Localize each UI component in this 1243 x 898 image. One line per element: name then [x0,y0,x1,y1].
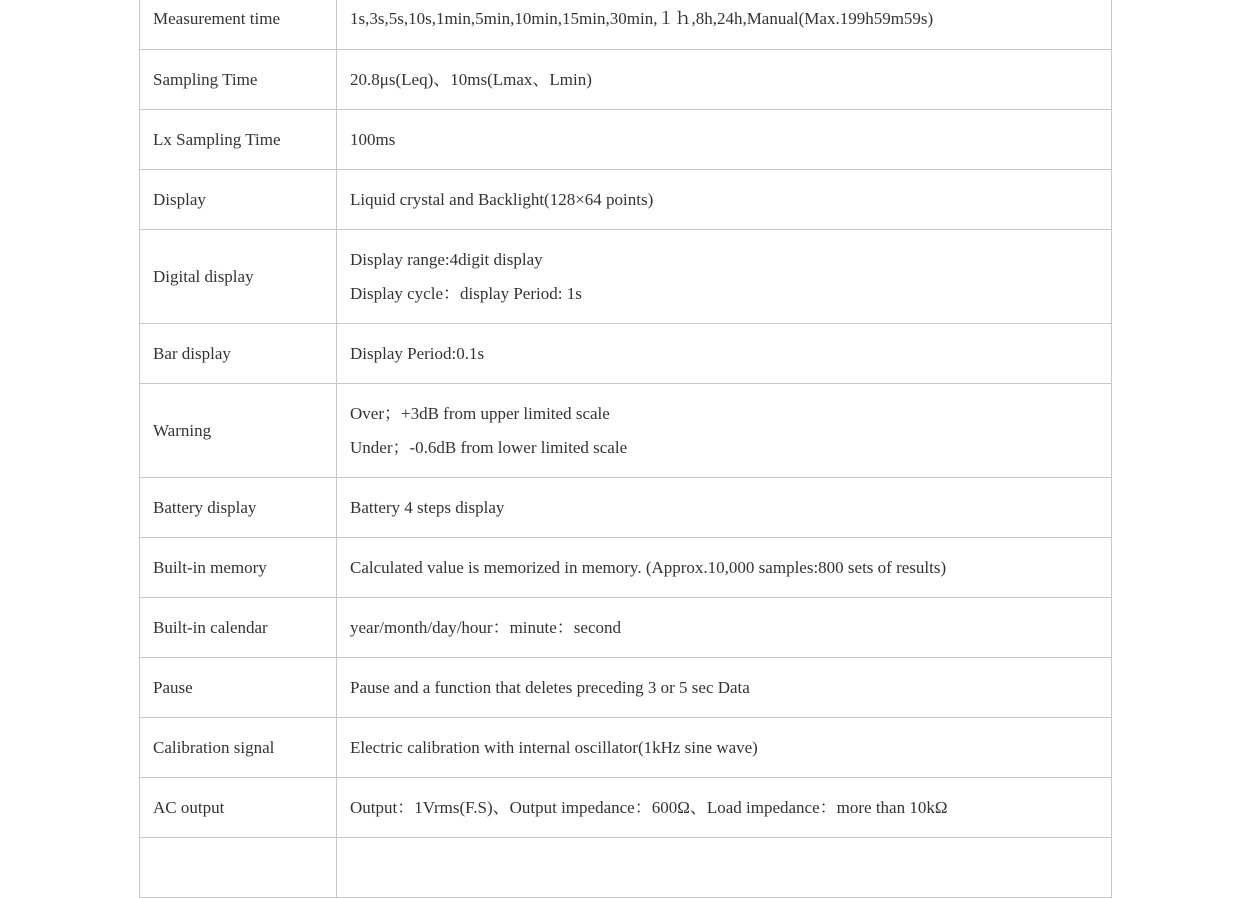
spec-value [337,658,1112,718]
spec-value-line: Display range:4digit display [350,249,543,269]
spec-row [140,324,1112,384]
spec-label: Measurement time [140,0,337,50]
spec-value [337,0,1112,50]
spec-value [337,598,1112,658]
spec-row [140,658,1112,718]
spec-row [140,384,1112,478]
spec-value-line: Display Period:0.1s [350,343,485,363]
spec-value [337,110,1112,170]
spec-value-line: Over；+3dB from upper limited scale [350,403,610,423]
spec-value [337,778,1112,838]
spec-value-line: Output：1Vrms(F.S)、Output impedance：600Ω、Load impedance：more than 10kΩ [350,797,948,817]
spec-table-body [140,0,1112,898]
spec-row [140,170,1112,230]
spec-value-line: Battery 4 steps display [350,497,505,517]
spec-label: Lx Sampling Time [140,110,337,170]
spec-value-line: Pause and a function that deletes preceding 3 or 5 sec Data [350,677,750,697]
spec-row [140,718,1112,778]
spec-row [140,230,1112,324]
spec-label: Calibration signal [140,718,337,778]
spec-label: Display [140,170,337,230]
spec-label: Built-in memory [140,538,337,598]
spec-sheet [139,0,1112,898]
spec-value-line: Calculated value is memorized in memory. (Approx.10,000 samples:800 sets of results) [350,557,947,577]
spec-value [337,50,1112,110]
spec-row [140,598,1112,658]
spec-label: Digital display [140,230,337,324]
spec-label: Sampling Time [140,50,337,110]
spec-label: Bar display [140,324,337,384]
spec-value-line: Under；-0.6dB from lower limited scale [350,437,628,457]
spec-label: Battery display [140,478,337,538]
spec-label: Built-in calendar [140,598,337,658]
spec-value-line: 1s,3s,5s,10s,1min,5min,10min,15min,30min,１ｈ,8h,24h,Manual(Max.199h59m59s) [350,9,934,28]
spec-value [337,718,1112,778]
spec-row [140,538,1112,598]
spec-value [337,324,1112,384]
spec-value-line: Electric calibration with internal oscillator(1kHz sine wave) [350,737,758,757]
spec-value-line: Display cycle：display Period: 1s [350,283,582,303]
spec-value-line: Liquid crystal and Backlight(128×64 points) [350,189,654,209]
spec-label: Warning [140,384,337,478]
spec-row [140,478,1112,538]
spec-value [337,230,1112,324]
spec-value-line: year/month/day/hour：minute：second [350,617,621,637]
spec-value [337,384,1112,478]
spec-row [140,0,1112,50]
spec-value [337,538,1112,598]
spec-row [140,110,1112,170]
spec-value [337,170,1112,230]
spec-value [337,478,1112,538]
spec-row [140,778,1112,838]
spec-row [140,50,1112,110]
spec-label: AC output [140,778,337,838]
spec-value-line: 20.8μs(Leq)、10ms(Lmax、Lmin) [350,69,592,89]
spec-label: Pause [140,658,337,718]
spec-table [139,0,1112,898]
spec-value-line: 100ms [350,129,396,149]
